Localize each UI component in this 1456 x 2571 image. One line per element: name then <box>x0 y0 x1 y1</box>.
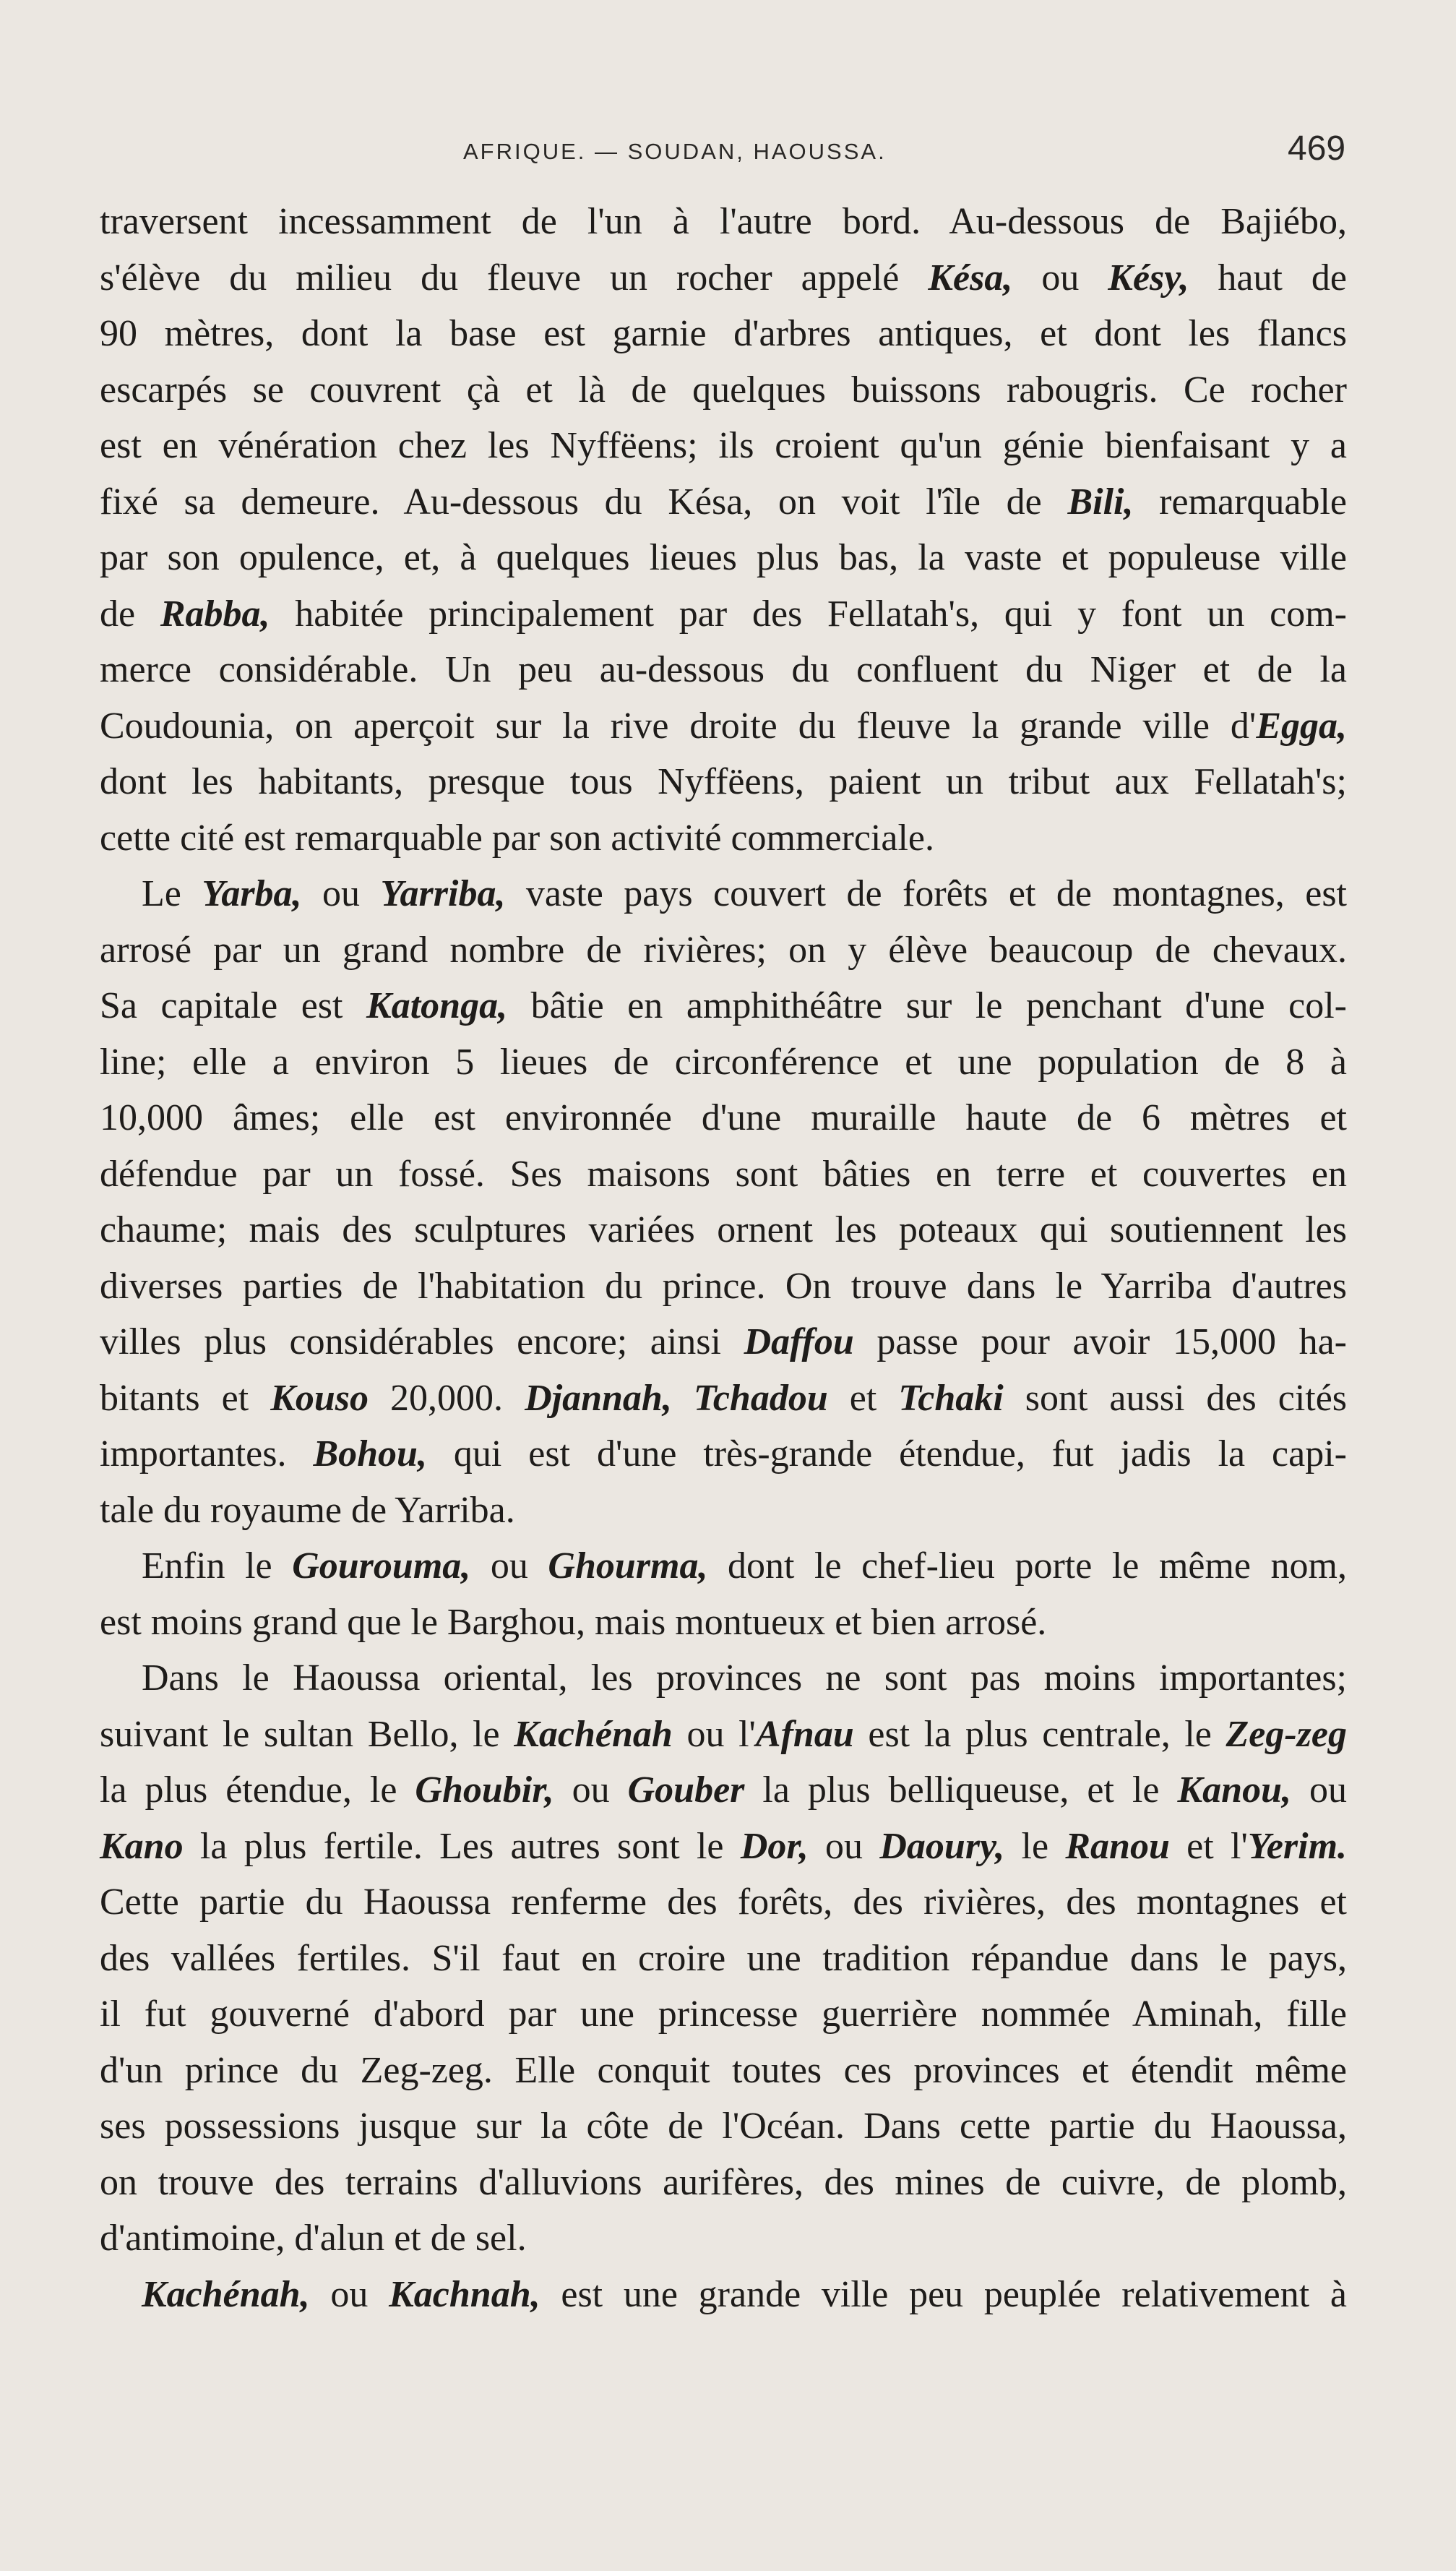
text-run: 20,000. <box>369 1377 525 1419</box>
text-run: escarpés se couvrent çà et là de quelques buissons rabougris. Ce rocher <box>100 369 1347 411</box>
text-line <box>100 474 1347 531</box>
italic-term: Késa, <box>928 257 1013 299</box>
text-run: ou <box>808 1825 880 1867</box>
text-run: villes plus considérables encore; ainsi <box>100 1321 744 1362</box>
text-line <box>100 1986 1347 2043</box>
text-line <box>100 2043 1347 2099</box>
text-run: arrosé par un grand nombre de rivières; on y élève beaucoup de chevaux. <box>100 929 1347 971</box>
text-line <box>100 1819 1347 1875</box>
text-line <box>100 1258 1347 1315</box>
text-run: ou <box>1291 1769 1348 1811</box>
text-run: ou <box>1012 257 1108 299</box>
text-run: Sa capitale est <box>100 985 367 1026</box>
text-run: s'élève du milieu du fleuve un rocher appelé <box>100 257 929 299</box>
text-line <box>100 2210 1347 2267</box>
text-run: bâtie en amphithéâtre sur le penchant d'une col- <box>507 985 1347 1026</box>
running-title: AFRIQUE. — SOUDAN, HAOUSSA. <box>463 139 887 164</box>
text-run: ses possessions jusque sur la côte de l'Océan. Dans cette partie du Haoussa, <box>100 2106 1347 2147</box>
italic-term: Kouso <box>270 1377 369 1419</box>
italic-term: Afnau <box>755 1713 854 1755</box>
italic-term: Egga, <box>1256 705 1347 747</box>
text-run: chaume; mais des sculptures variées ornent les poteaux qui soutiennent les <box>100 1209 1347 1250</box>
text-run: bitants et <box>100 1377 271 1419</box>
text-line <box>100 1650 1347 1707</box>
text-line <box>100 1370 1347 1427</box>
text-line <box>100 530 1347 586</box>
text-run: suivant le sultan Bello, le <box>100 1713 514 1755</box>
italic-term: Kachénah <box>514 1713 673 1755</box>
text-run: Dans le Haoussa oriental, les provinces ne sont pas moins importantes; <box>142 1657 1347 1699</box>
text-run: dont les habitants, presque tous Nyffëens, paient un tribut aux Fellatah's; <box>100 761 1347 802</box>
text-line <box>100 1482 1347 1539</box>
text-run: ou <box>553 1769 628 1811</box>
italic-term: Dor, <box>740 1825 809 1867</box>
text-line <box>100 2155 1347 2211</box>
text-line <box>100 586 1347 643</box>
text-run: le <box>1004 1825 1066 1867</box>
italic-term: Yerim. <box>1247 1825 1348 1867</box>
text-line <box>100 1034 1347 1091</box>
text-run: Coudounia, on aperçoit sur la rive droite du fleuve la grande ville d' <box>100 705 1257 747</box>
text-run: la plus belliqueuse, et le <box>744 1769 1178 1811</box>
italic-term: Gouber <box>627 1769 745 1811</box>
text-run: qui est d'une très-grande étendue, fut jadis la capi- <box>426 1433 1347 1475</box>
text-line <box>100 1762 1347 1819</box>
text-run: line; elle a environ 5 lieues de circonférence et une population de 8 à <box>100 1041 1347 1083</box>
text-run: est une grande ville peu peuplée relativement à <box>540 2273 1348 2315</box>
text-run: haut de <box>1189 257 1348 299</box>
text-line <box>100 250 1347 306</box>
text-line <box>100 1090 1347 1146</box>
text-run: passe pour avoir 15,000 ha- <box>853 1321 1347 1362</box>
italic-term: Tchaki <box>898 1377 1004 1419</box>
text-run: et <box>827 1377 899 1419</box>
text-run: dont le chef-lieu porte le même nom, <box>707 1545 1348 1587</box>
text-line <box>100 1538 1347 1594</box>
text-run: diverses parties de l'habitation du prince. On trouve dans le Yarriba d'autres <box>100 1265 1347 1307</box>
text-line <box>100 1202 1347 1258</box>
text-line <box>100 642 1347 698</box>
text-run: défendue par un fossé. Ses maisons sont bâties en terre et couvertes en <box>100 1153 1347 1195</box>
text-run: traversent incessamment de l'un à l'autre bord. Au-dessous de Bajiébo, <box>100 201 1347 242</box>
text-line <box>100 194 1347 250</box>
page-header <box>0 124 1456 182</box>
text-run: il fut gouverné d'abord par une princesse guerrière nommée Aminah, fille <box>100 1993 1347 2035</box>
text-line <box>100 866 1347 922</box>
text-line <box>100 1314 1347 1370</box>
text-line <box>100 1426 1347 1482</box>
italic-term: Rabba, <box>160 593 270 635</box>
italic-term: Djannah, Tchadou <box>525 1377 828 1419</box>
text-run: remarquable <box>1133 481 1347 523</box>
text-run: fixé sa demeure. Au-dessous du Késa, on voit l'île de <box>100 481 1068 523</box>
text-line <box>100 2098 1347 2155</box>
text-line <box>100 754 1347 810</box>
body-text <box>100 194 1347 2322</box>
italic-term: Késy, <box>1108 257 1189 299</box>
italic-term: Zeg-zeg <box>1225 1713 1347 1755</box>
italic-term: Ghourma, <box>548 1545 708 1587</box>
italic-term: Ranou <box>1065 1825 1170 1867</box>
italic-term: Bohou, <box>313 1433 427 1475</box>
text-run: habitée principalement par des Fellatah's, qui y font un com- <box>270 593 1347 635</box>
text-line <box>100 698 1347 755</box>
text-line <box>100 978 1347 1034</box>
text-run: est moins grand que le Barghou, mais montueux et bien arrosé. <box>100 1601 1047 1643</box>
text-run: est la plus centrale, le <box>853 1713 1226 1755</box>
text-line <box>100 1594 1347 1651</box>
text-line <box>100 1931 1347 1987</box>
italic-term: Katonga, <box>366 985 508 1026</box>
text-line <box>100 306 1347 362</box>
text-run: 90 mètres, dont la base est garnie d'arbres antiques, et dont les flancs <box>100 313 1347 354</box>
text-line <box>100 1707 1347 1763</box>
text-line <box>100 362 1347 419</box>
text-run: Enfin le <box>142 1545 293 1587</box>
italic-term: Kachénah, <box>142 2273 310 2315</box>
text-run: par son opulence, et, à quelques lieues plus bas, la vaste et populeuse ville <box>100 537 1347 578</box>
italic-term: Yarba, <box>202 873 302 914</box>
text-run: merce considérable. Un peu au-dessous du confluent du Niger et de la <box>100 649 1347 690</box>
text-run: Le <box>142 873 202 914</box>
text-line <box>100 1146 1347 1203</box>
italic-term: Kano <box>100 1825 184 1867</box>
text-run: Cette partie du Haoussa renferme des forêts, des rivières, des montagnes et <box>100 1881 1347 1923</box>
text-run: et l' <box>1169 1825 1248 1867</box>
page-number: 469 <box>1288 129 1346 168</box>
text-run: d'un prince du Zeg-zeg. Elle conquit toutes ces provinces et étendit même <box>100 2049 1347 2091</box>
text-line <box>100 922 1347 979</box>
italic-term: Gouroumа, <box>292 1545 471 1587</box>
text-run: vaste pays couvert de forêts et de montagnes, est <box>505 873 1347 914</box>
text-run: d'antimoine, d'alun et de sel. <box>100 2218 527 2259</box>
italic-term: Kachnah, <box>389 2273 540 2315</box>
text-run: 10,000 âmes; elle est environnée d'une muraille haute de 6 mètres et <box>100 1097 1347 1138</box>
text-run: tale du royaume de Yarriba. <box>100 1489 515 1531</box>
italic-term: Kanou, <box>1177 1769 1292 1811</box>
text-run: ou <box>309 2273 389 2315</box>
text-run: cette cité est remarquable par son activité commerciale. <box>100 817 934 859</box>
italic-term: Bili, <box>1067 481 1134 523</box>
text-run: importantes. <box>100 1433 314 1475</box>
text-run: ou l' <box>672 1713 756 1755</box>
italic-term: Daoury, <box>879 1825 1005 1867</box>
italic-term: Ghoubir, <box>415 1769 554 1811</box>
text-run: la plus étendue, le <box>100 1769 415 1811</box>
text-run: ou <box>301 873 381 914</box>
text-line <box>100 418 1347 474</box>
text-run: est en vénération chez les Nyffëens; ils croient qu'un génie bienfaisant y a <box>100 425 1347 466</box>
text-run: on trouve des terrains d'alluvions aurifères, des mines de cuivre, de plomb, <box>100 2161 1347 2203</box>
text-run: de <box>100 593 160 635</box>
text-run: la plus fertile. Les autres sont le <box>183 1825 741 1867</box>
text-line <box>100 1874 1347 1931</box>
text-run: sont aussi des cités <box>1003 1377 1348 1419</box>
text-run: ou <box>470 1545 548 1587</box>
text-run: des vallées fertiles. S'il faut en croire une tradition répandue dans le pays, <box>100 1937 1347 1979</box>
text-line <box>100 2267 1347 2323</box>
italic-term: Yarriba, <box>380 873 506 914</box>
italic-term: Daffou <box>744 1321 854 1362</box>
text-line <box>100 810 1347 867</box>
